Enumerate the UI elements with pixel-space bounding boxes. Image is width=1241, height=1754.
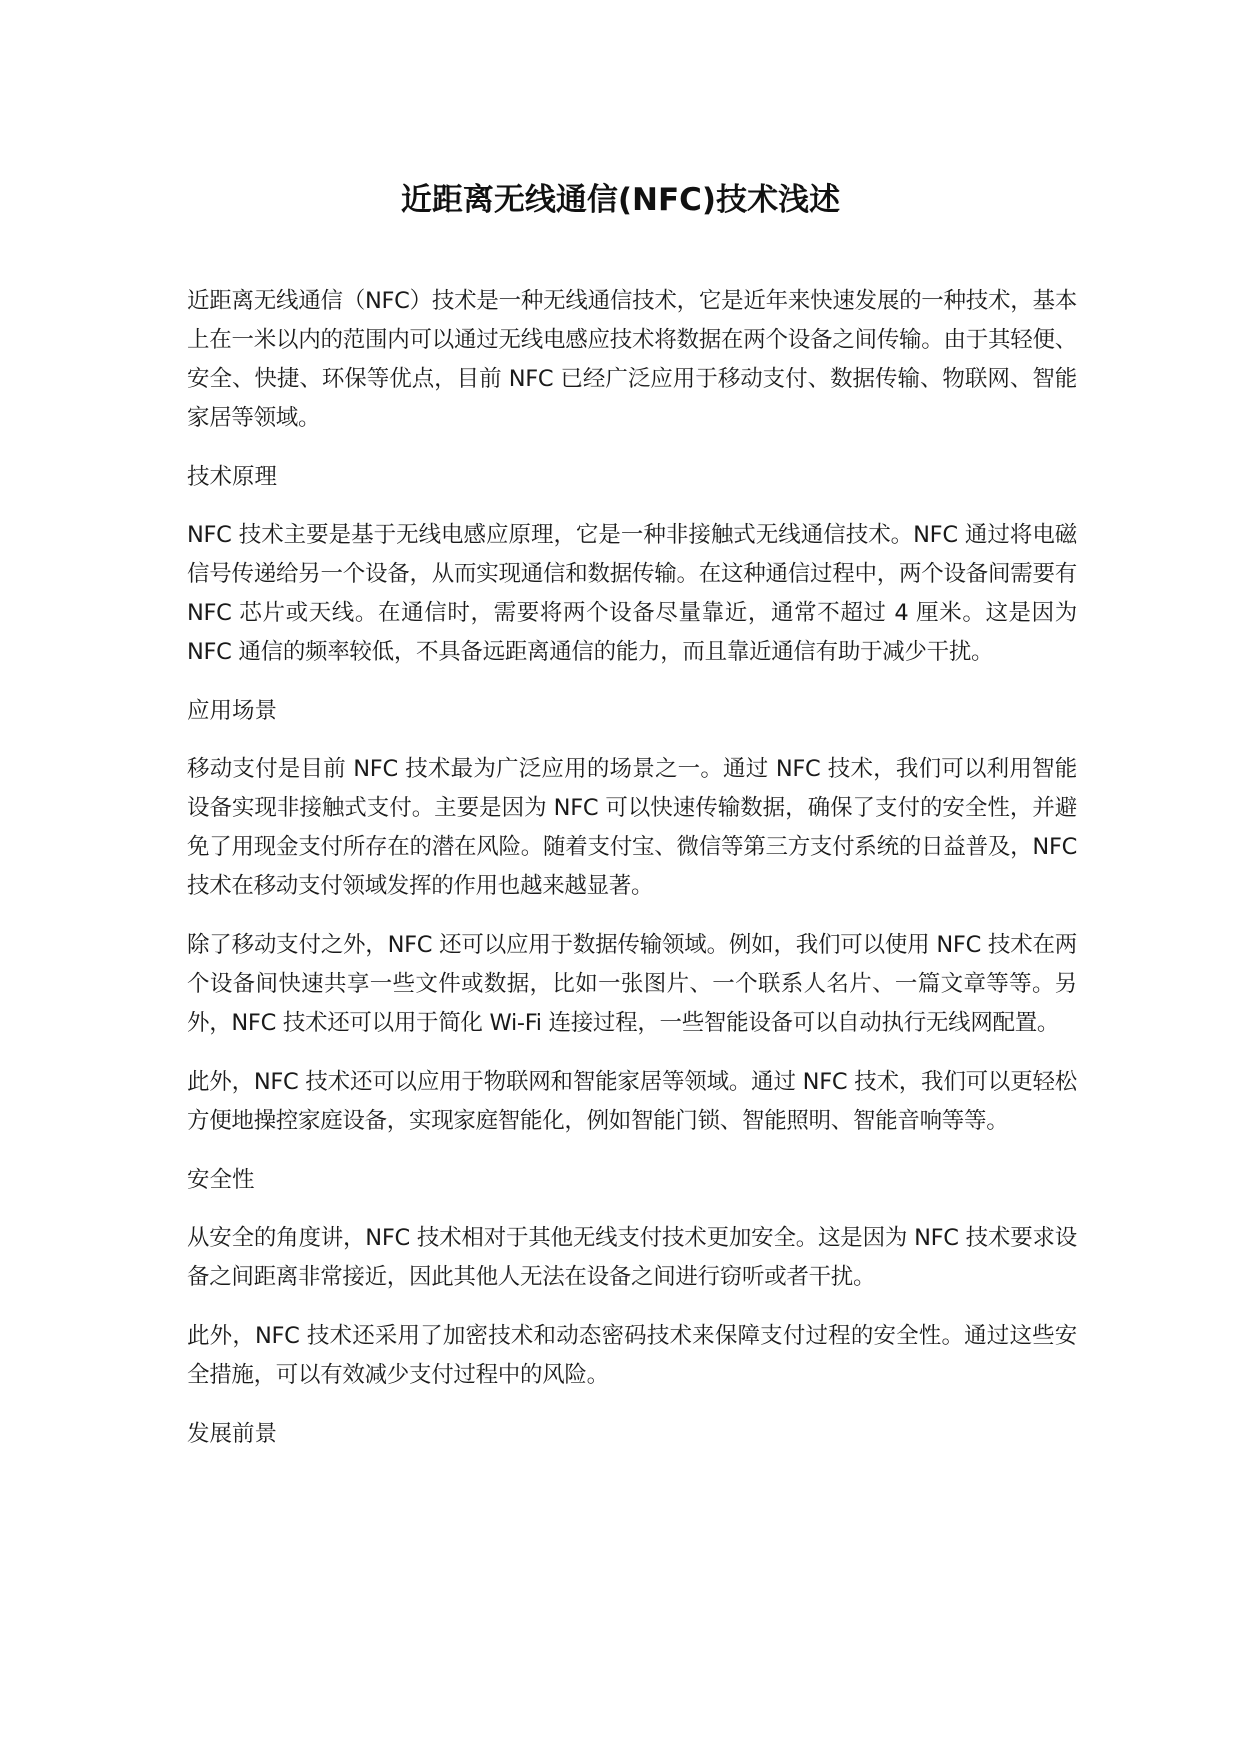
section-heading: 安全性 — [187, 1167, 255, 1193]
section-applications — [187, 692, 1077, 1141]
section-heading: 应用场景 — [187, 698, 278, 724]
section-security — [187, 1161, 1077, 1395]
document-title: 近距离无线通信(NFC)技术浅述 — [400, 182, 841, 218]
body-paragraph: 此外，NFC 技术还采用了加密技术和动态密码技术来保障支付过程的安全性。通过这些安全措施，可以有效减少支付过程中的风险。 — [187, 1323, 1077, 1388]
body-paragraph: 从安全的角度讲，NFC 技术相对于其他无线支付技术更加安全。这是因为 NFC 技术要求设备之间距离非常接近，因此其他人无法在设备之间进行窃听或者干扰。 — [187, 1225, 1077, 1290]
body-paragraph: 除了移动支付之外，NFC 还可以应用于数据传输领域。例如，我们可以使用 NFC 技术在两个设备间快速共享一些文件或数据，比如一张图片、一个联系人名片、一篇文章等等。另外，NFC 技术还可以用于简化 Wi-Fi 连接过程，一些智能设备可以自动执行无线网配置。 — [187, 932, 1077, 1036]
document-body — [187, 282, 1077, 1473]
section-heading: 发展前景 — [187, 1421, 278, 1447]
body-paragraph: 此外，NFC 技术还可以应用于物联网和智能家居等领域。通过 NFC 技术，我们可以更轻松方便地操控家庭设备，实现家庭智能化，例如智能门锁、智能照明、智能音响等等。 — [187, 1069, 1077, 1134]
section-heading: 技术原理 — [187, 464, 278, 490]
intro-paragraph: 近距离无线通信（NFC）技术是一种无线通信技术，它是近年来快速发展的一种技术，基本上在一米以内的范围内可以通过无线电感应技术将数据在两个设备之间传输。由于其轻便、安全、快捷、环保等优点，目前 NFC 已经广泛应用于移动支付、数据传输、物联网、智能家居等领域。 — [187, 288, 1077, 431]
body-paragraph: NFC 技术主要是基于无线电感应原理，它是一种非接触式无线通信技术。NFC 通过将电磁信号传递给另一个设备，从而实现通信和数据传输。在这种通信过程中，两个设备间需要有 NFC 芯片或天线。在通信时，需要将两个设备尽量靠近，通常不超过 4 厘米。这是因为 NFC 通信的频率较低，不具备远距离通信的能力，而且靠近通信有助于减少干扰。 — [187, 522, 1077, 665]
section-outlook — [187, 1415, 1077, 1454]
body-paragraph: 移动支付是目前 NFC 技术最为广泛应用的场景之一。通过 NFC 技术，我们可以利用智能设备实现非接触式支付。主要是因为 NFC 可以快速传输数据，确保了支付的安全性，并避免了用现金支付所存在的潜在风险。随着支付宝、微信等第三方支付系统的日益普及，NFC 技术在移动支付领域发挥的作用也越来越显著。 — [187, 756, 1077, 899]
section-principle — [187, 458, 1077, 672]
